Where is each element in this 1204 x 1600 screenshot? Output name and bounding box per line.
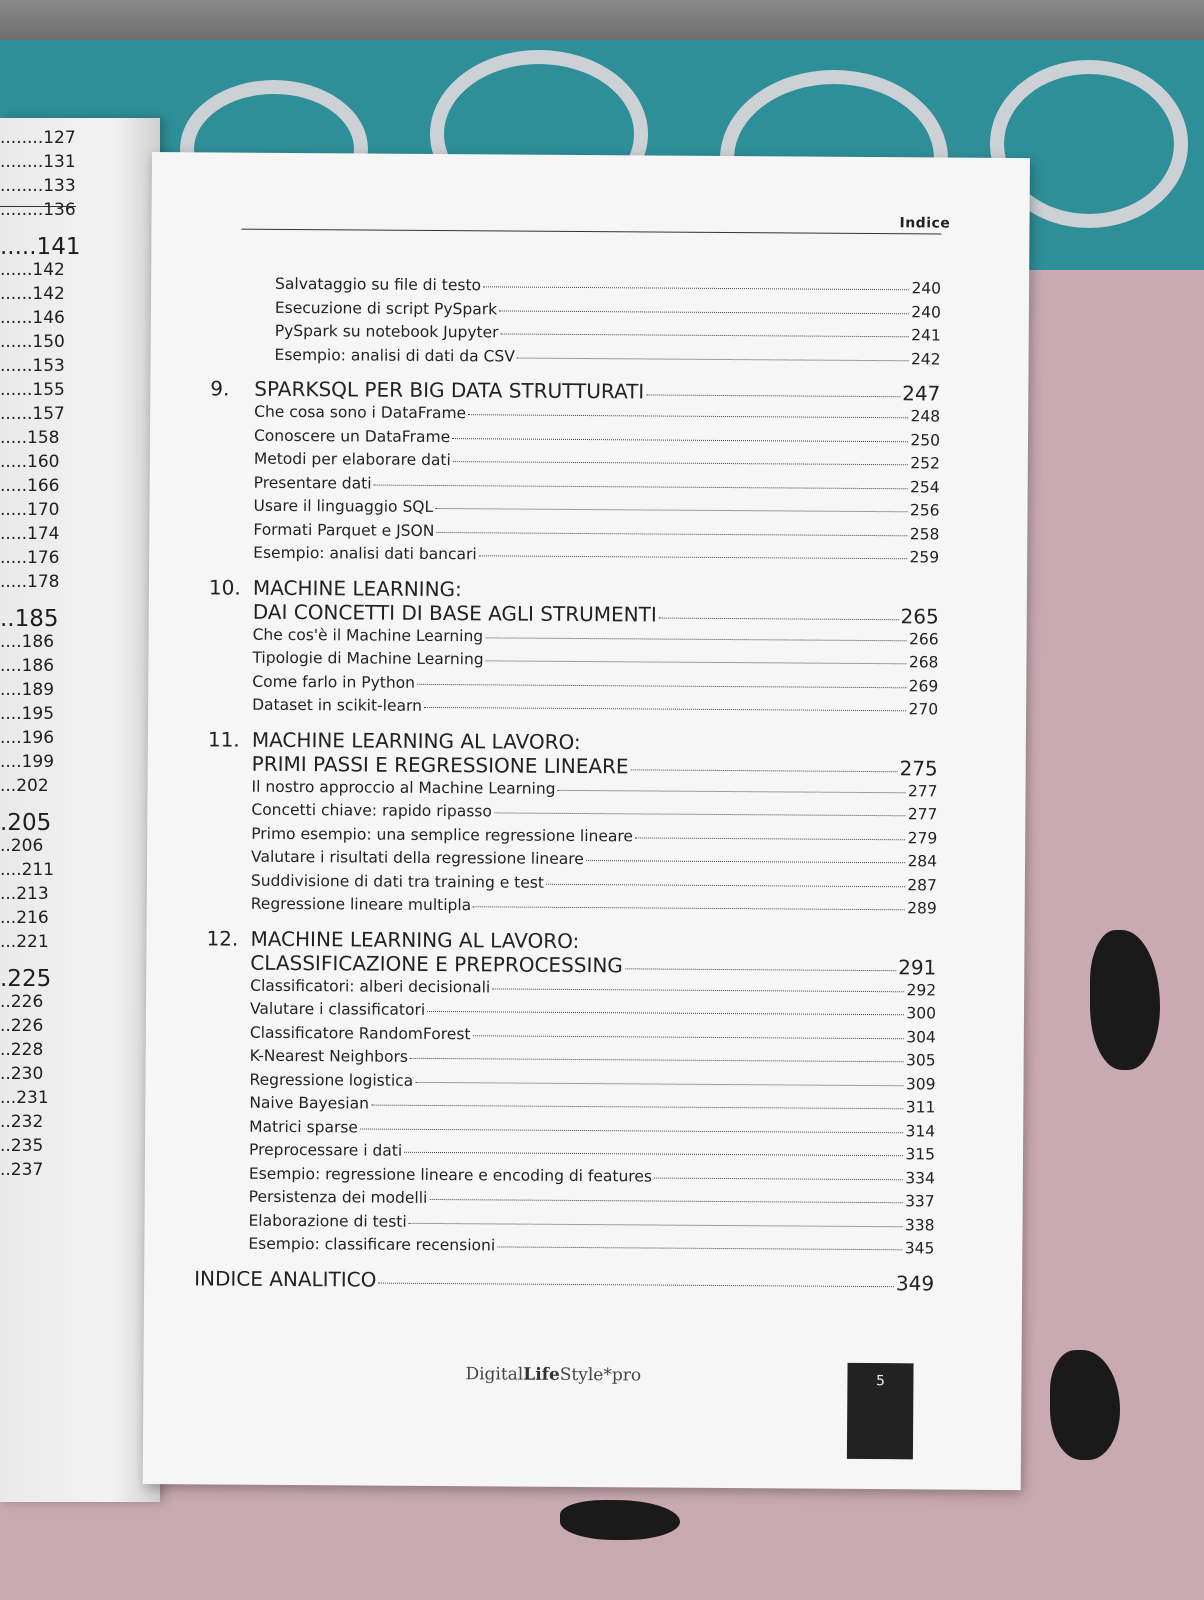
left-page-number: .....176 [0,548,60,568]
dot-leader [378,1282,893,1287]
left-page-number: ...231 [0,1088,49,1108]
dot-leader [486,660,907,664]
toc-entry-page: 242 [910,349,941,369]
left-page-number: ........136 [0,200,76,220]
toc-chapter [208,575,939,722]
toc-entry-page: 349 [895,1270,935,1295]
chapter-title-line: MACHINE LEARNING AL LAVORO: [251,727,581,754]
left-page-number: ......142 [0,284,65,304]
toc-entry-page: 254 [910,477,940,497]
dot-leader [483,286,909,290]
dot-leader [473,1035,905,1039]
toc-entry-page: 247 [902,381,941,406]
toc-entry-title: PRIMI PASSI E REGRESSIONE LINEARE [251,751,629,778]
toc-entry-page: 291 [898,954,937,979]
dot-leader [654,1177,903,1180]
toc-entry-page: 275 [899,755,938,780]
toc-entry-title: Naive Bayesian [249,1093,370,1113]
toc-entry-page: 241 [911,326,941,345]
left-page-number: ..237 [0,1160,44,1180]
toc-entry-page: 334 [905,1168,935,1187]
toc-entry-title: Esempio: classificare recensioni [248,1234,496,1255]
fabric-pattern-blob [560,1500,680,1540]
toc-entry-title: Elaborazione di testi [248,1211,407,1231]
dot-leader [485,637,907,641]
logo-part: *pro [603,1365,642,1386]
left-page-number: .....166 [0,476,60,496]
publisher-logo [465,1364,641,1385]
dot-leader [517,357,909,361]
toc-entry-title: Regressione lineare multipla [250,894,472,915]
left-page-number: ........127 [0,128,76,148]
left-page-number: ...216 [0,908,49,928]
toc-entry-title: Tipologie di Machine Learning [252,648,484,669]
toc-entry-page: 345 [904,1239,935,1258]
toc-entry [211,343,941,372]
left-page-number: ..185 [0,606,59,632]
fabric-pattern-blob [1090,930,1160,1070]
toc-entry-title: Esempio: analisi dati bancari [253,543,477,564]
toc-entry-title: Che cos'è il Machine Learning [252,625,484,645]
left-page-number: ..226 [0,1016,44,1036]
toc-entry-page: 300 [906,1004,937,1023]
toc-entry-title: Salvataggio su file di testo [275,274,482,295]
left-page-number: ....186 [0,632,55,652]
left-page [0,118,160,1502]
dot-leader [452,438,908,442]
toc-entry-page: 314 [905,1121,936,1140]
toc-entry-title: Dataset in scikit-learn [252,695,423,715]
chapter-number: 12. [206,925,239,951]
toc-chapter [204,926,936,1261]
left-page-number: .....178 [0,572,60,592]
toc-entry-title: Primo esempio: una semplice regressione lineare [251,824,634,845]
left-page-number: ........133 [0,176,76,196]
left-page-number: ......157 [0,404,65,424]
dot-leader [494,812,906,816]
dot-leader [631,769,898,772]
toc-entry [208,693,938,722]
left-page-number: .225 [0,966,52,992]
dot-leader [436,531,907,535]
dot-leader [586,860,906,863]
left-page-number: ......150 [0,332,65,352]
toc-entry-title: Matrici sparse [249,1117,359,1136]
toc-entry-page: 289 [907,899,937,918]
toc-entry-title: K-Nearest Neighbors [249,1046,409,1066]
left-page-number: ......153 [0,356,65,376]
left-page-number: .....141 [0,234,81,260]
toc-entry-title: Esecuzione di script PySpark [274,298,498,318]
dot-leader [429,1199,903,1203]
logo-part: Style [559,1364,604,1386]
toc-entry-title: Preprocessare i dati [248,1140,403,1160]
toc-entry-title: Presentare dati [253,473,372,493]
toc-entry-page: 250 [910,430,941,450]
dot-leader [558,789,906,792]
left-page-number: .....170 [0,500,60,520]
left-page-number: ....211 [0,860,55,880]
toc-entry-title: INDICE ANALITICO [194,1265,377,1292]
chapter-number: 10. [208,574,241,600]
left-page-number: ....199 [0,752,55,772]
left-page-number: .....174 [0,524,60,544]
toc-entry-page: 315 [905,1145,936,1164]
header-rule [241,229,941,235]
toc-entry-title: Persistenza dei modelli [248,1187,428,1207]
toc-entry-title: Suddivisione di dati tra training e test [250,871,545,892]
dot-leader [646,394,900,397]
page-number-box [847,1363,914,1459]
dot-leader [415,1081,904,1085]
dot-leader [479,555,908,559]
toc-entry-title: Concetti chiave: rapido ripasso [251,800,492,821]
left-page-number: ...221 [0,932,49,952]
left-page-number: ....196 [0,728,55,748]
toc-entry-page: 311 [905,1098,936,1117]
chapter-title-line: MACHINE LEARNING: [252,575,462,601]
left-page-number: .....158 [0,428,60,448]
dot-leader [374,484,909,489]
toc-entry-page: 252 [910,454,940,473]
toc-entry-page: 256 [909,501,940,520]
left-page-number: ........131 [0,152,76,172]
dot-leader [424,707,907,711]
toc-entry-page: 248 [910,407,941,426]
dot-leader [501,333,910,337]
dot-leader [499,310,909,314]
laptop-edge [0,0,1204,40]
toc-entry-page: 270 [908,700,939,719]
toc-entry-title: CLASSIFICAZIONE E PREPROCESSING [250,950,623,977]
toc-entry-title: Classificatore RandomForest [249,1023,471,1043]
toc-entry-title: Conoscere un DataFrame [253,426,451,446]
index-heading [194,1266,934,1295]
logo-part: Life [523,1364,560,1385]
right-page [143,152,1030,1490]
left-page-number: ..206 [0,836,44,856]
left-page-number: ...202 [0,776,49,796]
dot-leader [546,883,905,887]
left-page-number: .205 [0,810,52,836]
toc-entry-page: 338 [904,1215,935,1234]
table-of-contents [194,272,942,1295]
toc-entry-page: 268 [908,653,939,672]
running-header: Indice [899,215,951,232]
toc-entry-page: 265 [900,603,939,629]
toc-entry-title: Classificatori: alberi decisionali [250,976,491,996]
dot-leader [410,1058,904,1062]
left-page-number: .....160 [0,452,60,472]
left-page-number: ..228 [0,1040,44,1060]
toc-entry-page: 240 [911,279,942,298]
toc-entry-page: 277 [907,805,938,824]
dot-leader [435,508,908,512]
left-page-number: ..232 [0,1112,44,1132]
dot-leader [473,906,905,910]
dot-leader [497,1246,903,1250]
toc-chapter [209,376,940,570]
dot-leader [468,414,908,418]
dot-leader [635,837,906,840]
toc-entry-page: 287 [907,875,937,894]
toc-entry-title: Usare il linguaggio SQL [253,496,434,516]
toc-entry-page: 279 [907,828,938,847]
toc-entry-title: PySpark su notebook Jupyter [274,321,499,342]
left-page-number: ....189 [0,680,55,700]
left-page-number: ..235 [0,1136,44,1156]
dot-leader [371,1105,904,1110]
toc-entry-title: Che cosa sono i DataFrame [254,402,467,423]
toc-entry [209,541,939,570]
toc-entry-page: 240 [911,302,941,322]
dot-leader [453,461,908,465]
toc-entry-page: 259 [909,548,940,567]
toc-entry-title: Valutare i risultati della regressione lineare [251,847,584,869]
dot-leader [417,683,907,687]
toc-entry-title: Metodi per elaborare dati [253,449,451,470]
dot-leader [625,968,896,971]
chapter-number: 11. [207,726,240,752]
toc-chapter [207,727,938,921]
toc-entry [204,1232,934,1261]
toc-entry-title: Esempio: regressione lineare e encoding di features [248,1164,653,1186]
toc-entry-page: 304 [906,1027,936,1046]
left-page-number: ..226 [0,992,44,1012]
toc-entry-title: Formati Parquet e JSON [253,520,435,540]
left-page-number: ..230 [0,1064,44,1084]
dot-leader [492,988,904,992]
toc-entry-page: 305 [906,1051,936,1070]
toc-entry-title: Regressione logistica [249,1070,414,1090]
dot-leader [409,1222,903,1226]
left-page-number: ......155 [0,380,65,400]
toc-entry [207,892,937,921]
toc-entry-page: 309 [905,1074,936,1093]
dot-leader [659,617,899,620]
toc-entry-title: Esempio: analisi di dati da CSV [274,345,515,366]
chapter-number: 9. [210,376,230,401]
chapter-title-line: MACHINE LEARNING AL LAVORO: [250,926,580,953]
toc-entry-title: SPARKSQL PER BIG DATA STRUTTURATI [254,376,645,404]
toc-entry-title: Valutare i classificatori [249,999,426,1019]
left-page-number: ......146 [0,308,65,328]
dot-leader [404,1152,903,1156]
toc-entry-title: DAI CONCETTI DI BASE AGLI STRUMENTI [252,599,657,627]
toc-entry-title: Il nostro approccio al Machine Learning [251,777,556,798]
toc-entry-page: 337 [905,1192,935,1211]
left-page-number: ......142 [0,260,65,280]
fabric-pattern-blob [1050,1350,1120,1460]
logo-part: Digital [465,1364,524,1385]
left-page-number: ....195 [0,704,55,724]
left-page-number: ...213 [0,884,49,904]
toc-entry-page: 258 [909,524,940,544]
dot-leader [360,1128,904,1133]
toc-entry-page: 284 [907,852,938,871]
toc-entry-title: Come farlo in Python [252,672,416,692]
toc-entry-page: 292 [906,980,937,999]
page-number: 5 [875,1373,885,1390]
toc-entry-page: 266 [908,629,939,649]
toc-entry-page: 277 [907,781,938,800]
toc-entry-page: 269 [908,676,939,696]
left-page-number: ....186 [0,656,55,676]
dot-leader [427,1011,904,1015]
